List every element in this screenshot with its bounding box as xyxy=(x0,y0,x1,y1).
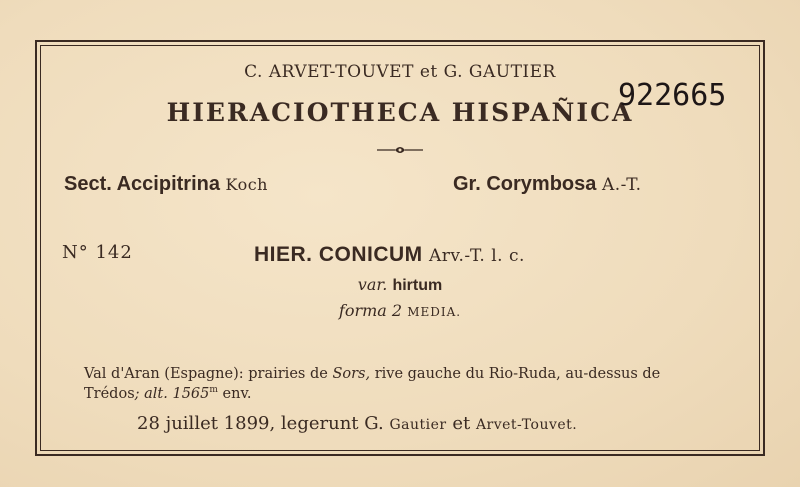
section-author: Koch xyxy=(225,175,268,194)
collection-and: et xyxy=(446,413,476,434)
species-author: Arv.-T. l. c. xyxy=(429,246,525,266)
variety-name: hirtum xyxy=(392,277,443,294)
group-line xyxy=(453,173,642,196)
collector-1: Gautier xyxy=(389,417,447,433)
forma-prefix: forma 2 xyxy=(338,301,403,320)
ornament-divider-icon xyxy=(375,143,425,157)
section-line xyxy=(64,173,268,196)
collector-2: Arvet-Touvet. xyxy=(475,417,578,433)
collection-line xyxy=(137,413,577,434)
locality-text-c: rive gauche du Rio-Ruda, au-dessus de xyxy=(370,366,661,382)
species-name: HIER. CONICUM xyxy=(254,243,423,266)
locality-village: Trédos xyxy=(84,385,135,402)
variety-line xyxy=(0,275,800,295)
altitude-unit: m xyxy=(209,385,218,395)
variety-prefix: var. xyxy=(357,275,388,294)
locality-line-2 xyxy=(84,385,252,402)
collection-title: HIERACIOTHECA HISPAÑICA xyxy=(166,98,634,127)
locality-approx: env. xyxy=(217,385,252,402)
catalog-number: 922665 xyxy=(618,78,727,113)
section-label: Sect. Accipitrina xyxy=(64,173,220,195)
species-line xyxy=(254,243,525,267)
group-label: Gr. Corymbosa xyxy=(453,173,597,195)
specimen-number: N° 142 xyxy=(62,242,133,263)
authors-line: C. ARVET-TOUVET et G. GAUTIER xyxy=(244,62,556,82)
locality-text-a: Val d'Aran (Espagne): prairies de xyxy=(84,366,333,382)
forma-name: MEDIA. xyxy=(407,305,462,319)
collection-date: 28 juillet 1899, legerunt G. xyxy=(137,413,390,434)
forma-line xyxy=(0,301,800,320)
group-author: A.-T. xyxy=(601,175,642,195)
locality-place: Sors, xyxy=(332,366,371,382)
locality-altitude: ; alt. 1565 xyxy=(134,385,210,402)
locality-line-1 xyxy=(84,366,660,382)
